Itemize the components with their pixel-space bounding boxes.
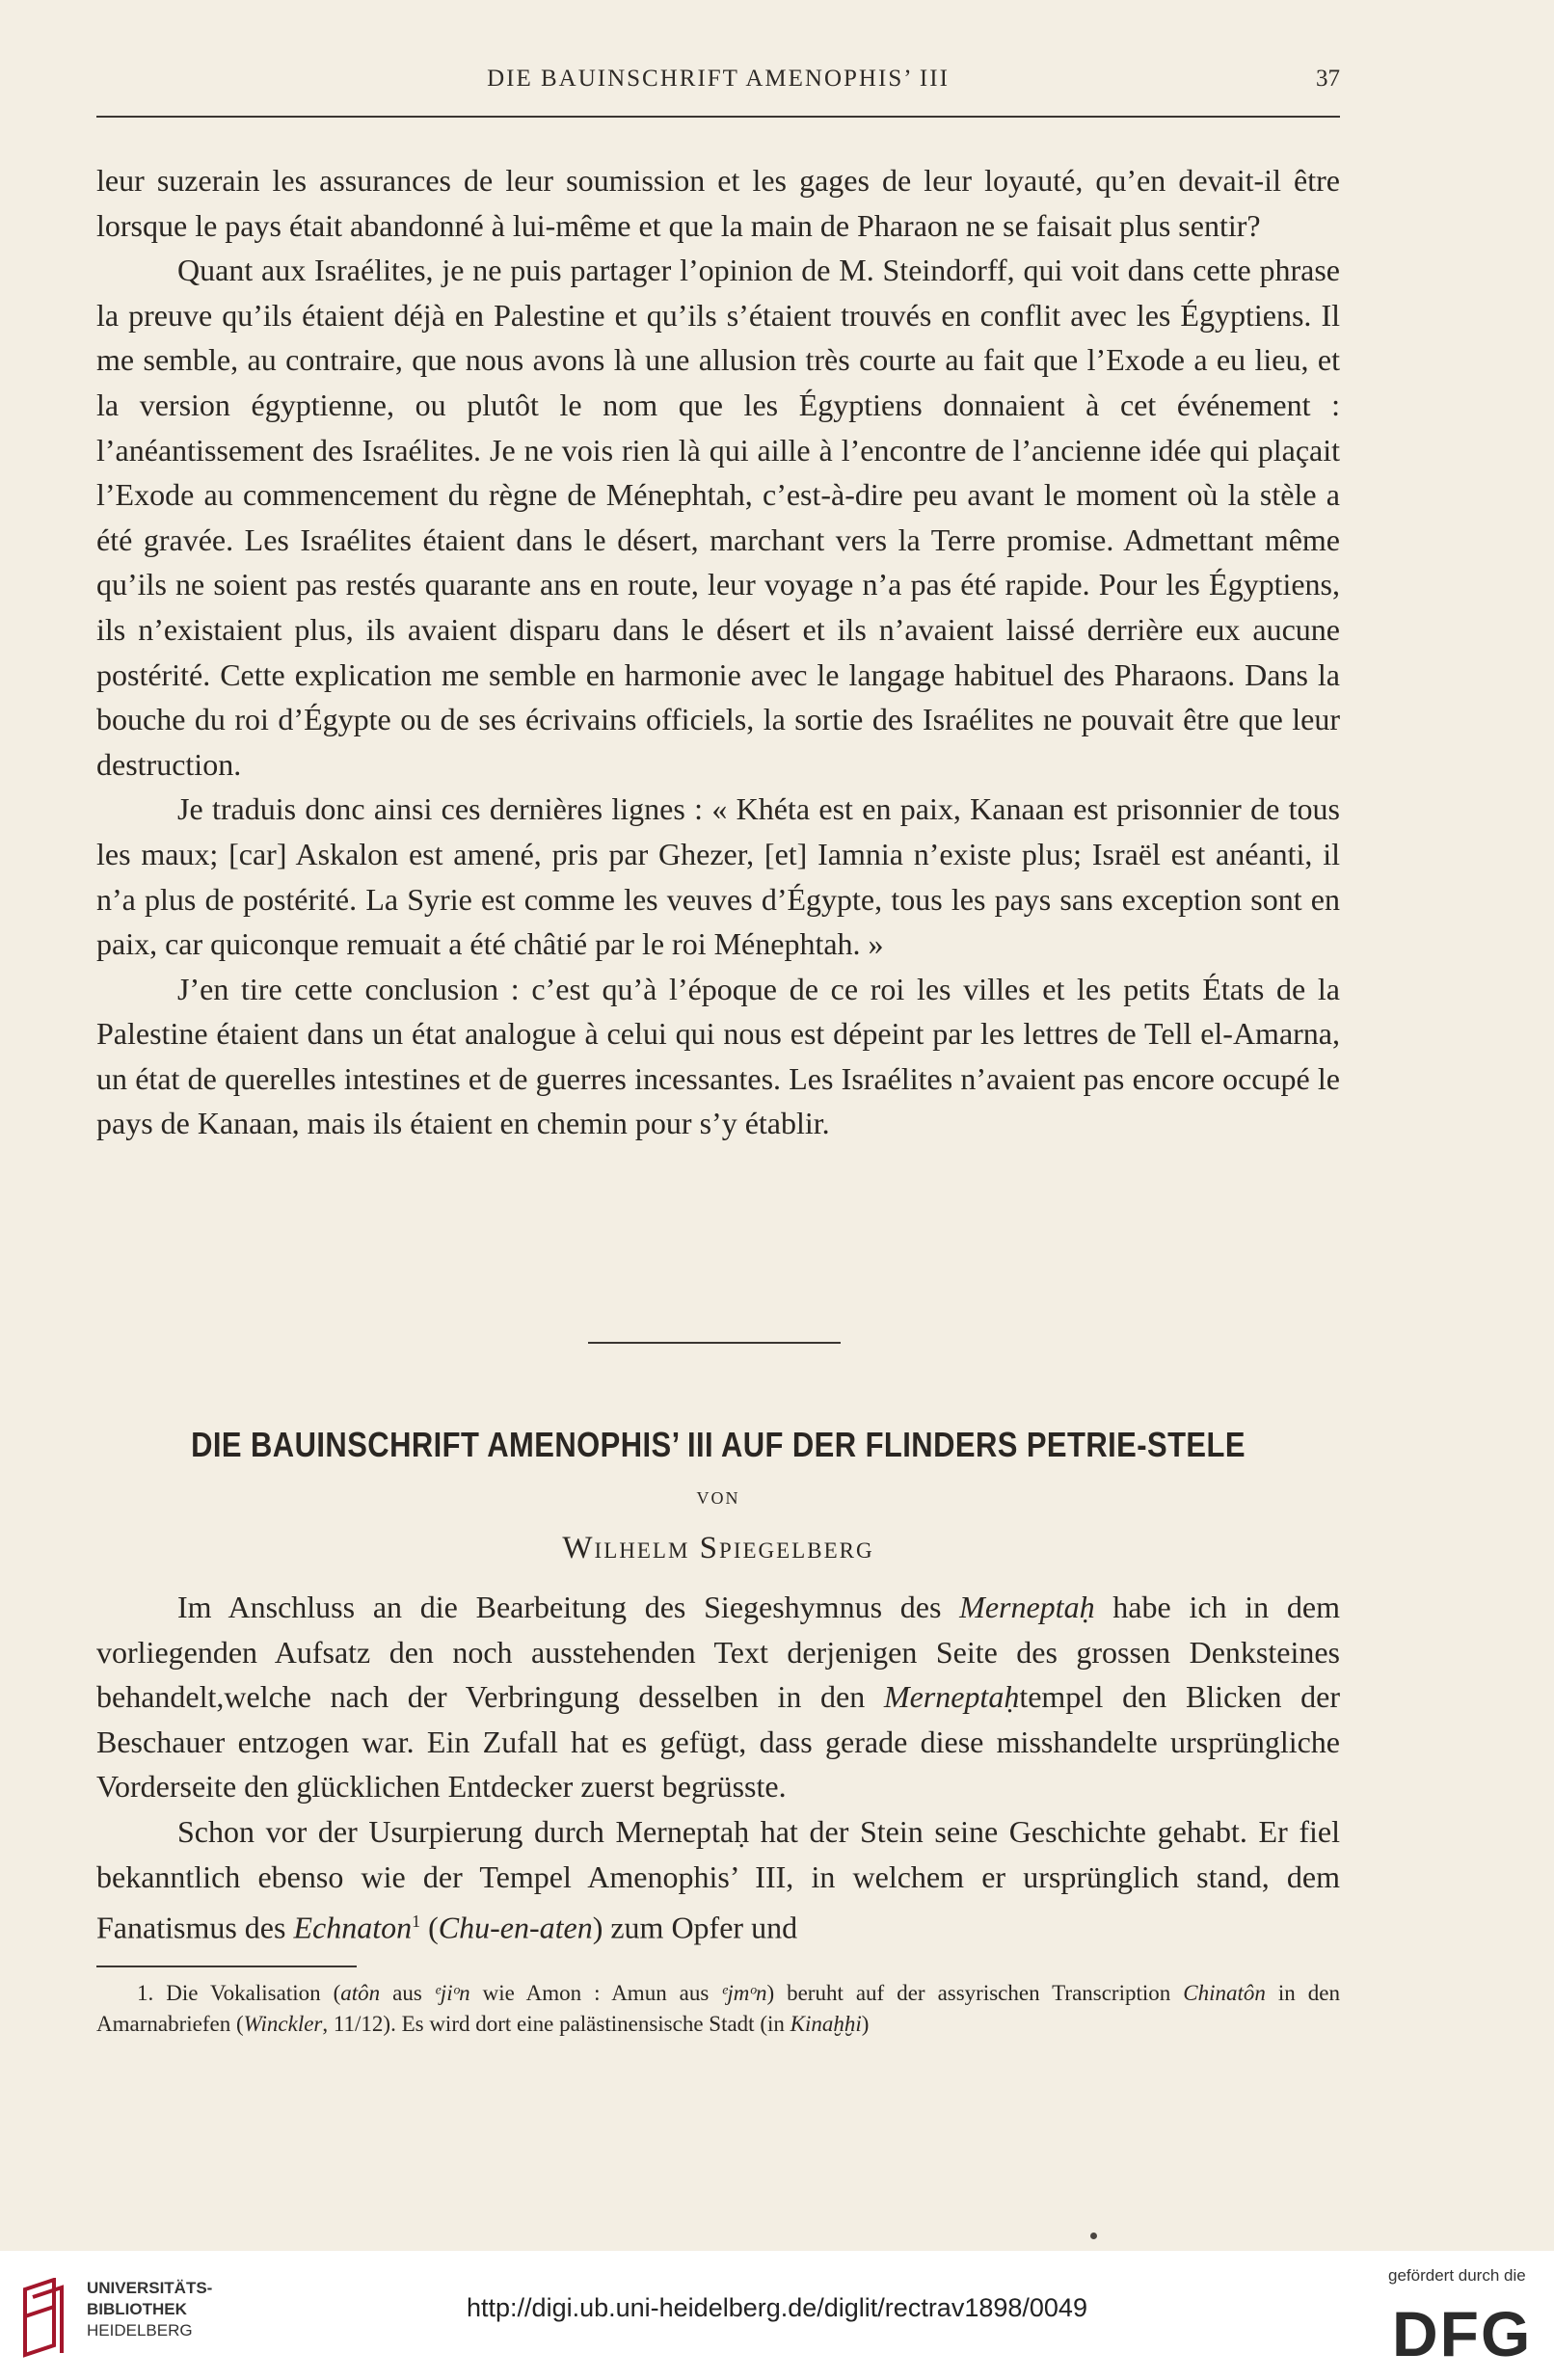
text-run: ) beruht auf der assyrischen Transcription <box>766 1981 1184 2005</box>
french-paragraph-3: Je traduis donc ainsi ces dernières lignes : « Khéta est en paix, Kanaan est prisonnier de tous les maux; [car] Askalon est amené, pris par Ghezer, [et] Iamnia n’existe plus; Israël est anéanti, il n’a plus de postérité. La Syrie est comme les veuves d’Égypte, tous les pays sans exception sont en paix, car quiconque remuait a été châtié par le roi Ménephtah. » <box>96 791 1340 962</box>
article-title: DIE BAUINSCHRIFT AMENOPHIS’ III AUF DER FLINDERS PETRIE-STELE <box>191 1425 1246 1464</box>
byline-von: VON <box>696 1488 740 1508</box>
italic-term: Chinatôn <box>1183 1981 1266 2005</box>
french-paragraph-2: Quant aux Israélites, je ne puis partager l’opinion de M. Steindorff, qui voit dans cette phrase la preuve qu’ils étaient déjà en Palestine et qu’ils s’étaient trouvés en conflit avec les Égyptiens. Il me semble, au contraire, que nous avons là une allusion très courte au fait que l’Exode a eu lieu, et la version égyptienne, ou plutôt le nom que les Égyptiens donnaient à cet événement : l’anéantissement des Israélites. Je ne vois rien là qui aille à l’encontre de l’ancienne idée qui plaçait l’Exode au commencement du règne de Ménephtah, c’est-à-dire peu avant le moment où la stèle a été gravée. Les Israélites étaient dans le désert, marchant vers la Terre promise. Admettant même qu’ils ne soient pas restés quarante ans en route, leur voyage n’a pas été rapide. Pour les Égyptiens, ils n’existaient plus, ils avaient disparu dans le désert et ils n’avaient laissé derrière eux aucune postérité. Cette explication me semble en harmonie avec le langage habituel des Pharaons. Dans la bouche du roi d’Égypte ou de ses écrivains officiels, la sortie des Israélites ne pouvait être que leur destruction. <box>96 253 1340 782</box>
text-run: Im Anschluss an die Bearbeitung des Siegeshymnus des <box>177 1590 960 1624</box>
italic-term: atôn <box>340 1981 381 2005</box>
french-text-block <box>96 158 1340 1146</box>
footnote-rule <box>96 1966 357 1967</box>
text-run: ) <box>861 2012 870 2036</box>
page-number: 37 <box>1316 66 1340 92</box>
german-paragraph-2 <box>96 1809 1340 1950</box>
header-rule <box>96 116 1340 118</box>
text-run: habe ich in dem vorliegenden Aufsatz den noch ausstehenden Text derjenigen Seite des grossen Denksteines behandelt,welche nach der Verbringung desselben in den <box>96 1590 1341 1715</box>
library-name-line: BIBLIOTHEK <box>87 2300 187 2318</box>
text-run: 1. Die Vokalisation ( <box>137 1981 341 2005</box>
text-run: ( <box>420 1910 439 1945</box>
text-run: ) zum Opfer und <box>592 1910 798 1945</box>
digitization-footer <box>0 2251 1554 2380</box>
french-paragraph-4: J’en tire cette conclusion : c’est qu’à l’époque de ce roi les villes et les petits États de la Palestine étaient dans un état analogue à celui qui nous est dépeint par les lettres de Tell el-Amarna, un état de querelles intestines et de guerres incessantes. Les Israélites n’avaient pas encore occupé le pays de Kanaan, mais ils étaient en chemin pour s’y établir. <box>96 971 1340 1141</box>
italic-term: ᵉjiᵒn <box>434 1981 470 2005</box>
funding-note: gefördert durch die <box>1388 2266 1526 2285</box>
library-name-line: HEIDELBERG <box>87 2321 193 2340</box>
library-name-line: UNIVERSITÄTS- <box>87 2279 213 2297</box>
text-run: in den Amarnabriefen ( <box>96 1981 1340 2036</box>
italic-term: Winckler <box>243 2012 323 2036</box>
text-run: Schon vor der Usurpierung durch Merneptaḥ hat der Stein seine Geschichte gehabt. Er fiel bekanntlich ebenso wie der Tempel Amenophis’ III, in welchem er ursprünglich stand, dem Fanatismus des <box>96 1813 1340 1945</box>
section-separator <box>588 1342 841 1344</box>
running-title: DIE BAUINSCHRIFT AMENOPHIS’ III <box>487 66 950 92</box>
text-run: , 11/12). Es wird dort eine palästinensische Stadt (in <box>322 2012 790 2036</box>
permalink-url[interactable]: http://digi.ub.uni-heidelberg.de/diglit/rectrav1898/0049 <box>467 2293 1087 2322</box>
french-paragraph-1: leur suzerain les assurances de leur soumission et les gages de leur loyauté, qu’en devait-il être lorsque le pays était abandonné à lui-même et que la main de Pharaon ne se faisait plus sentir? <box>96 163 1340 243</box>
italic-name: Chu-en-aten <box>438 1910 593 1945</box>
german-paragraph-1 <box>96 1585 1340 1809</box>
text-run: aus <box>380 1981 435 2005</box>
text-run: wie Amon : Amun aus <box>469 1981 722 2005</box>
italic-term: Kinaḫḫi <box>790 2012 862 2036</box>
footnote-ref: 1 <box>412 1912 421 1932</box>
article-author: Wilhelm Spiegelberg <box>562 1531 874 1565</box>
german-text-block <box>96 1585 1340 1950</box>
footnote <box>96 1978 1340 2040</box>
dfg-logo: DFG <box>1392 2298 1533 2369</box>
page-mark <box>1090 2233 1097 2239</box>
text-run: tempel den Blicken der Beschauer entzogen war. Ein Zufall hat es gefügt, dass gerade diese misshandelte ursprüngliche Vorderseite den glücklichen Entdecker zuerst begrüsste. <box>96 1679 1341 1805</box>
italic-name: Merneptaḥ <box>959 1590 1095 1624</box>
italic-name: Echnaton <box>293 1910 413 1945</box>
italic-name: Merneptaḥ <box>883 1679 1020 1715</box>
italic-term: ᵉjmᵒn <box>721 1981 767 2005</box>
